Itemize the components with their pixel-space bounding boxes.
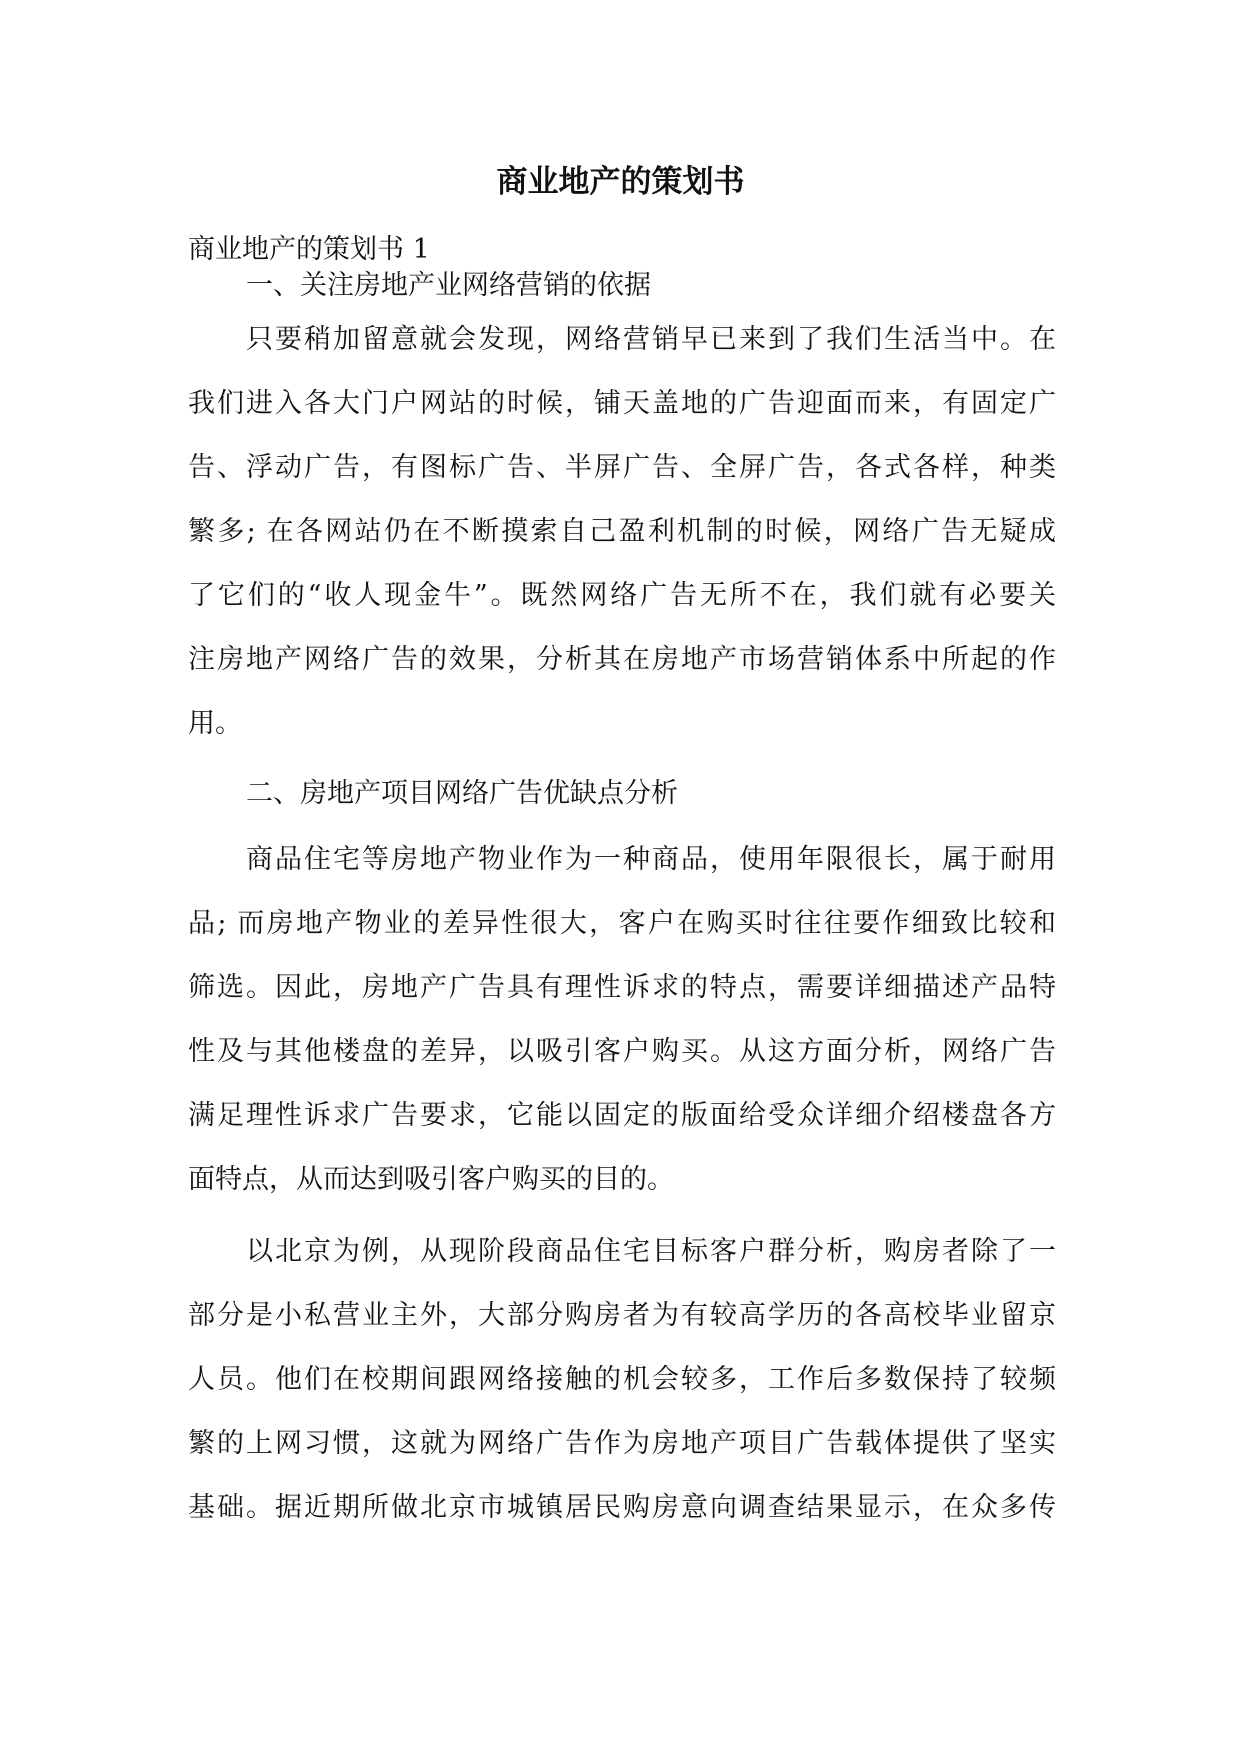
paragraph-line: 部分是小私营业主外，大部分购房者为有较高学历的各高校毕业留京 — [188, 1300, 1056, 1331]
paragraph-1 — [188, 308, 1056, 756]
section-heading-2: 二、房地产项目网络广告优缺点分析 — [246, 778, 678, 809]
paragraph-line: 以北京为例，从现阶段商品住宅目标客户群分析，购房者除了一 — [246, 1236, 1056, 1267]
paragraph-line: 品; 而房地产物业的差异性很大，客户在购买时往往要作细致比较和 — [188, 908, 1056, 939]
paragraph-2 — [188, 828, 1056, 1212]
paragraph-line: 繁多; 在各网站仍在不断摸索自己盈利机制的时候，网络广告无疑成 — [188, 516, 1056, 547]
paragraph-line: 了它们的“收人现金牛”。既然网络广告无所不在，我们就有必要关 — [188, 580, 1056, 611]
paragraph-line: 商品住宅等房地产物业作为一种商品，使用年限很长，属于耐用 — [246, 844, 1056, 875]
paragraph-line: 满足理性诉求广告要求，它能以固定的版面给受众详细介绍楼盘各方 — [188, 1100, 1056, 1131]
paragraph-line: 筛选。因此，房地产广告具有理性诉求的特点，需要详细描述产品特 — [188, 972, 1056, 1003]
paragraph-line: 人员。他们在校期间跟网络接触的机会较多，工作后多数保持了较频 — [188, 1364, 1056, 1395]
paragraph-line: 基础。据近期所做北京市城镇居民购房意向调查结果显示，在众多传 — [188, 1492, 1056, 1523]
document-subtitle: 商业地产的策划书 1 — [188, 234, 430, 265]
paragraph-3 — [188, 1220, 1056, 1540]
paragraph-line: 性及与其他楼盘的差异，以吸引客户购买。从这方面分析，网络广告 — [188, 1036, 1056, 1067]
paragraph-line: 用。 — [188, 708, 242, 739]
paragraph-line: 只要稍加留意就会发现，网络营销早已来到了我们生活当中。在 — [246, 324, 1056, 355]
paragraph-line: 繁的上网习惯，这就为网络广告作为房地产项目广告载体提供了坚实 — [188, 1428, 1056, 1459]
document-title: 商业地产的策划书 — [496, 164, 745, 200]
paragraph-line: 我们进入各大门户网站的时候，铺天盖地的广告迎面而来，有固定广 — [188, 388, 1056, 419]
paragraph-line: 面特点，从而达到吸引客户购买的目的。 — [188, 1164, 674, 1195]
paragraph-line: 告、浮动广告，有图标广告、半屏广告、全屏广告，各式各样，种类 — [188, 452, 1056, 483]
section-heading-1: 一、关注房地产业网络营销的依据 — [246, 270, 651, 301]
paragraph-line: 注房地产网络广告的效果，分析其在房地产市场营销体系中所起的作 — [188, 644, 1056, 675]
